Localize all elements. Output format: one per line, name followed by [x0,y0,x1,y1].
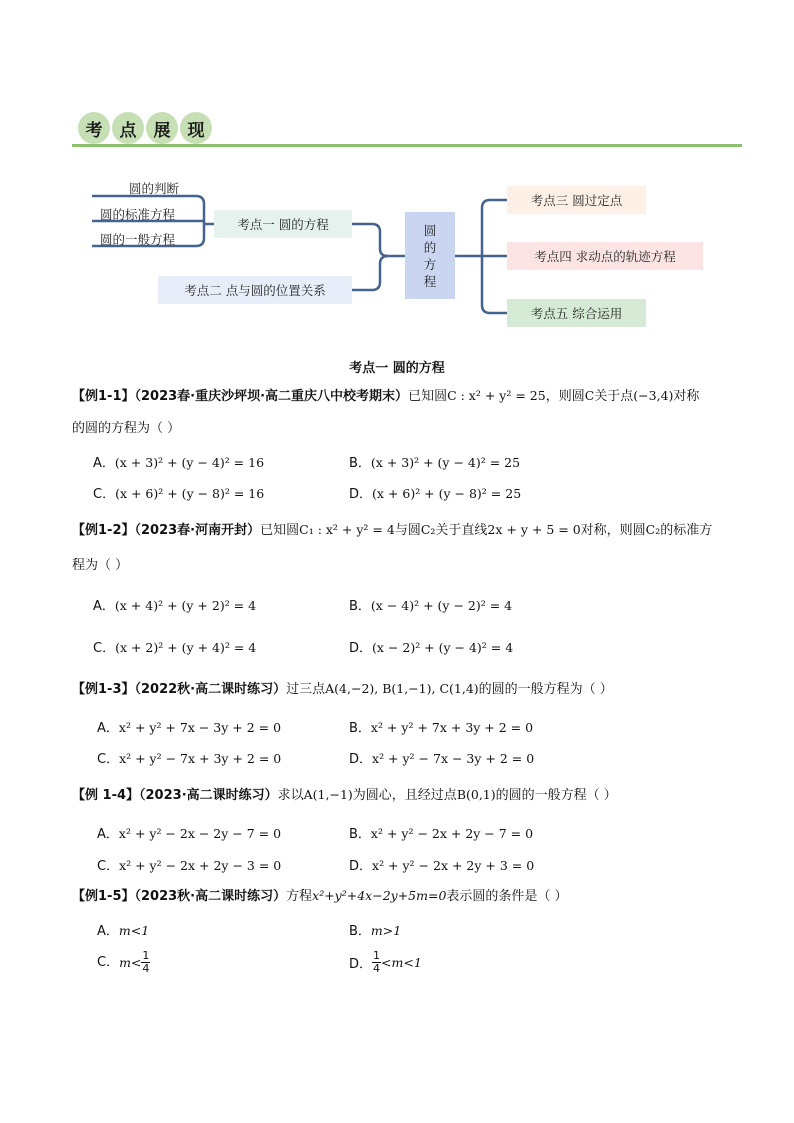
q2-eq1: C₁ : x² + y² = 4 [299,522,395,537]
q3-option-c[interactable]: C．x² + y² − 7x + 3y + 2 = 0 [97,751,282,767]
q5-option-a[interactable]: A．m<1 [97,923,150,939]
q2-c2: C₂ [420,522,436,537]
q4-text: 的圆的一般方程（ ） [495,788,617,803]
q2-option-a[interactable]: A．(x + 4)² + (y + 2)² = 4 [93,598,257,614]
q2-stem [72,520,712,541]
center-box [405,212,455,299]
q5-text: 表示圆的条件是（ ） [446,889,568,904]
center-char: 的 [423,239,437,255]
q2-option-b[interactable]: B．(x − 4)² + (y − 2)² = 4 [349,598,513,614]
q2-tag: 【例1-2】 [72,523,135,538]
q1-tag: 【例1-1】 [72,389,135,404]
section-title: 考点一 圆的方程 [349,361,445,376]
q4-tag: 【例 1-4】 [72,788,140,803]
q2-source: （2023春·河南开封） [134,523,261,538]
q2-text: 已知圆 [260,523,300,538]
center-char: 圆 [423,222,437,238]
kp2-box: 考点二 点与圆的位置关系 [158,276,352,304]
q4-text: 为圆心，且经过点 [352,788,457,803]
q1-eq: C : x² + y² = 25 [447,388,546,403]
q3-stem [72,679,613,700]
q4-source: （2023·高二课时练习） [139,788,278,803]
mindmap-connectors [0,0,794,340]
q5-option-c[interactable]: C．m< $\frac{1}{4}$ [97,949,150,975]
q1-c: C [584,388,595,403]
q2-stem-line2: 程为（ ） [72,558,129,573]
header-char-4: 现 [180,112,212,144]
q5-eq: x²+y²+4x−2y+5m=0 [312,888,447,903]
q4-option-d[interactable]: D．x² + y² − 2x + 2y + 3 = 0 [349,858,535,874]
q1-option-b[interactable]: B．(x + 3)² + (y − 4)² = 25 [349,455,521,471]
header-char-3: 展 [146,112,178,144]
q5-option-b[interactable]: B．m>1 [349,923,402,939]
header-char-2: 点 [112,112,144,144]
q2-text: 与圆 [394,523,421,538]
q4-option-b[interactable]: B．x² + y² − 2x + 2y − 7 = 0 [349,826,534,842]
left-item-judge: 圆的判断 [129,181,180,196]
q2-line: 2x + y + 5 = 0 [487,522,581,537]
q1-text: ，则圆 [545,389,585,404]
q3-option-d[interactable]: D．x² + y² − 7x − 3y + 2 = 0 [349,751,535,767]
q1-option-a[interactable]: A．(x + 3)² + (y − 4)² = 16 [93,455,265,471]
left-item-general-eq: 圆的一般方程 [100,232,176,247]
q1-text: 对称 [673,389,700,404]
center-char: 方 [423,256,437,272]
q5-text: 方程 [286,889,313,904]
header-char-1: 考 [78,112,110,144]
q1-text: 已知圆 [408,389,448,404]
q3-tag: 【例1-3】 [72,682,135,697]
q4-point-b: B(0,1) [456,787,496,802]
q4-text: 求以 [277,788,304,803]
q3-points: A(4,−2), B(1,−1), C(1,4) [325,681,479,696]
q3-text: 过三点 [286,682,326,697]
q3-text: 的圆的一般方程为（ ） [478,682,613,697]
q1-stem [72,386,699,407]
center-char: 程 [423,273,437,289]
q5-source: （2023秋·高二课时练习） [134,889,287,904]
q2-c2b: C₂ [645,522,661,537]
q4-option-a[interactable]: A．x² + y² − 2x − 2y − 7 = 0 [97,826,282,842]
q1-point: (−3,4) [633,388,674,403]
q3-option-a[interactable]: A．x² + y² + 7x − 3y + 2 = 0 [97,720,282,736]
kp1-box: 考点一 圆的方程 [214,210,352,238]
q2-text: 的标准方 [660,523,713,538]
q1-source: （2023春·重庆沙坪坝·高二重庆八中校考期末） [134,389,409,404]
kp5-box: 考点五 综合运用 [507,299,646,327]
q1-stem-line2: 的圆的方程为（ ） [72,421,181,436]
q2-option-c[interactable]: C．(x + 2)² + (y + 4)² = 4 [93,640,257,656]
q2-option-d[interactable]: D．(x − 2)² + (y − 4)² = 4 [349,640,514,656]
q5-stem [72,886,568,907]
kp4-box: 考点四 求动点的轨迹方程 [507,242,703,270]
fraction: $\frac{1}{4}$ [142,949,150,975]
q5-option-d[interactable]: D． $\frac{1}{4}$ <m<1 [349,949,422,975]
q4-option-c[interactable]: C．x² + y² − 2x + 2y − 3 = 0 [97,858,282,874]
q1-text: 关于点 [594,389,634,404]
q2-text: 关于直线 [435,523,488,538]
q3-option-b[interactable]: B．x² + y² + 7x + 3y + 2 = 0 [349,720,534,736]
q3-source: （2022秋·高二课时练习） [134,682,287,697]
q5-tag: 【例1-5】 [72,889,135,904]
q4-stem [72,785,617,806]
kp3-box: 考点三 圆过定点 [507,186,646,214]
q1-option-d[interactable]: D．(x + 6)² + (y − 8)² = 25 [349,486,522,502]
q4-point-a: A(1,−1) [303,787,353,802]
q1-option-c[interactable]: C．(x + 6)² + (y − 8)² = 16 [93,486,265,502]
fraction: $\frac{1}{4}$ [373,949,381,975]
q2-text: 对称，则圆 [580,523,646,538]
left-item-standard-eq: 圆的标准方程 [100,207,176,222]
